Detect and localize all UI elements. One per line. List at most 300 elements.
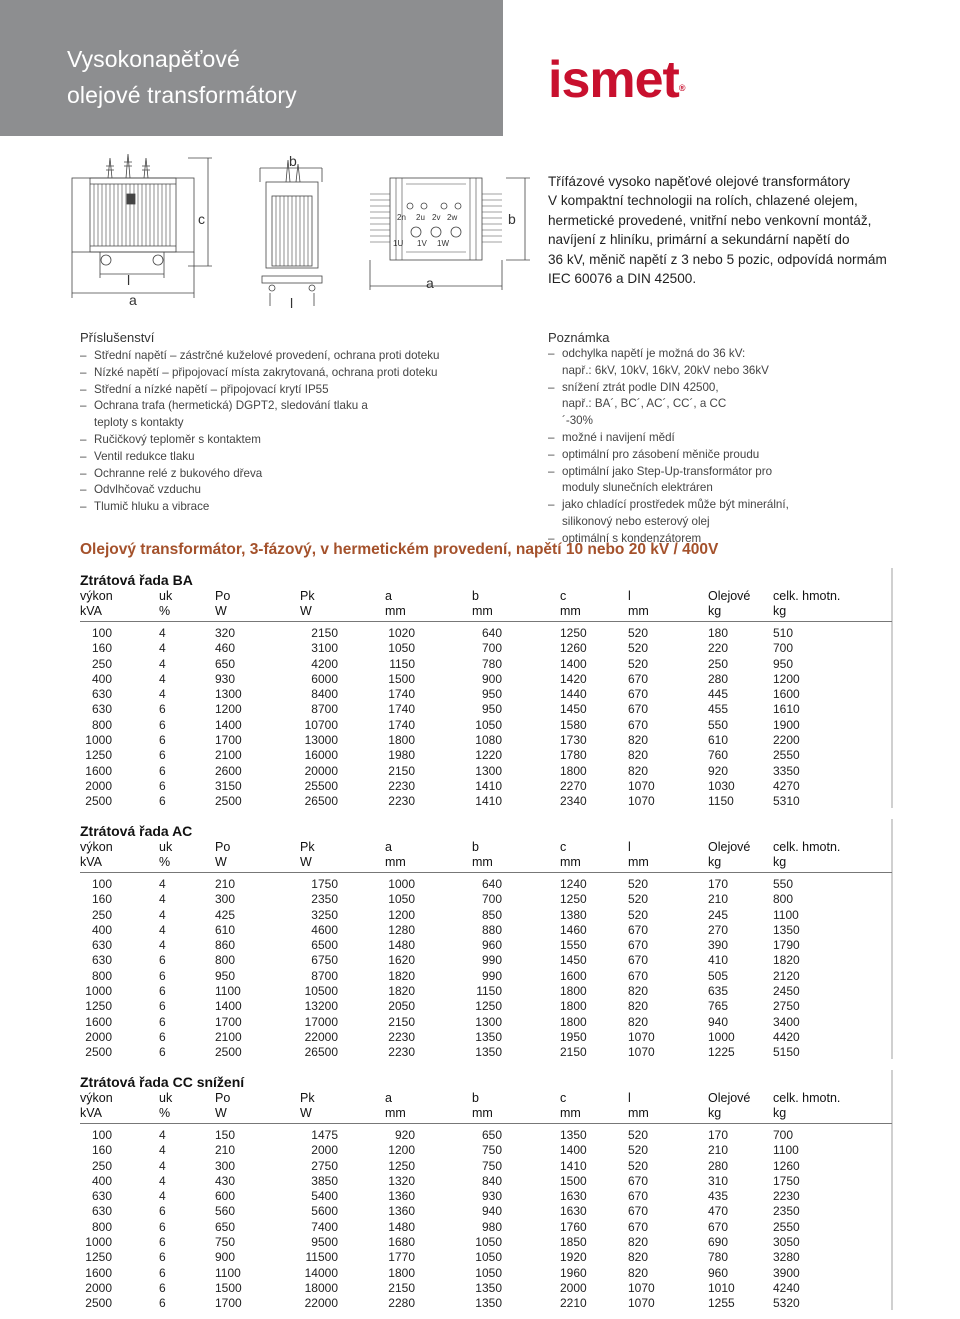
table-cell: 1780	[560, 748, 587, 763]
column-header: kg	[708, 1106, 773, 1124]
table-cell: 1250	[475, 999, 502, 1014]
table-cell: 990	[481, 953, 502, 968]
table-cell: 670	[628, 953, 649, 968]
list-item: – Ventil redukce tlaku	[80, 449, 440, 466]
front-view-drawing	[72, 154, 212, 298]
table-cell: 100	[91, 626, 112, 640]
table-cell: 1070	[628, 1045, 655, 1060]
table-cell: 750	[481, 1143, 502, 1158]
table-cell: 960	[708, 1265, 729, 1280]
table-cell: 1150	[389, 656, 415, 671]
table-cell: 690	[708, 1235, 729, 1250]
table-cell: 14000	[304, 1265, 338, 1280]
intro-line: V kompaktní technologii na rolích, chlazené olejem,	[548, 193, 858, 209]
table-cell: 820	[628, 984, 649, 999]
table-cell: 2230	[773, 1189, 800, 1204]
table-cell: 1300	[215, 687, 242, 702]
table-cell: 270	[708, 922, 729, 937]
table-cell: 1260	[773, 1158, 800, 1173]
column-header: Pk	[300, 589, 315, 603]
table-cell: 1220	[475, 748, 502, 763]
table-cell: 1260	[560, 641, 587, 656]
logo-registered-mark: ®	[678, 83, 685, 93]
column-header: Olejové	[708, 840, 751, 854]
table-cell: 1300	[475, 1014, 502, 1029]
table-row	[80, 1250, 892, 1265]
table-cell: 100	[91, 1128, 112, 1142]
column-header: mm	[628, 855, 708, 873]
column-header: mm	[560, 855, 628, 873]
table-cell: 4	[159, 1173, 166, 1188]
table-cell: 1150	[708, 794, 734, 809]
table-row	[80, 908, 892, 923]
table-cell: 520	[628, 1128, 649, 1142]
column-header: l	[628, 840, 631, 854]
table-cell: 1070	[628, 1280, 655, 1295]
table-cell: 3280	[773, 1250, 800, 1265]
table-cell: 820	[628, 999, 649, 1014]
table-cell: 1250	[560, 626, 587, 640]
table-cell: 160	[91, 892, 112, 907]
table-cell: 2280	[388, 1296, 415, 1311]
column-header: l	[628, 1091, 631, 1105]
table-row	[80, 1266, 892, 1281]
table-cell: 1150	[476, 984, 502, 999]
table-cell: 1820	[388, 968, 415, 983]
table-row	[80, 1174, 892, 1189]
table-cell: 1350	[475, 1045, 502, 1060]
table-cell: 400	[91, 1173, 112, 1188]
table-cell: 880	[481, 922, 502, 937]
dim-a-top: a	[426, 275, 434, 291]
table-cell: 445	[708, 687, 729, 702]
data-table	[80, 589, 892, 810]
table-cell: 6	[159, 1250, 166, 1265]
table-cell: 920	[394, 1128, 415, 1142]
dim-c: c	[198, 211, 205, 227]
column-header: Pk	[300, 1091, 315, 1105]
table-cell: 1250	[560, 892, 587, 907]
column-header: %	[159, 1106, 215, 1124]
dim-b-side: b	[289, 153, 297, 169]
table-cell: 2340	[560, 794, 587, 809]
table-cell: 1050	[475, 717, 502, 732]
table-cell: 1920	[560, 1250, 587, 1265]
table-cell: 2000	[85, 1029, 112, 1044]
table-cell: 210	[215, 1143, 236, 1158]
table-cell: 630	[91, 953, 112, 968]
table-row	[80, 1124, 892, 1144]
table-row	[80, 1204, 892, 1219]
loss-series-table	[80, 1074, 892, 1312]
table-cell: 760	[708, 748, 729, 763]
terminal-1w: 1W	[437, 239, 449, 248]
table-cell: 6	[159, 778, 166, 793]
table-cell: 700	[481, 641, 502, 656]
table-cell: 550	[708, 717, 729, 732]
table-cell: 670	[628, 968, 649, 983]
table-cell: 2450	[773, 984, 800, 999]
intro-line: IEC 60076 a DIN 42500.	[548, 271, 697, 287]
table-cell: 2100	[215, 1029, 242, 1044]
table-cell: 610	[708, 733, 729, 748]
table-cell: 460	[215, 641, 236, 656]
table-cell: 4	[159, 626, 166, 640]
table-cell: 900	[215, 1250, 236, 1265]
table-row	[80, 892, 892, 907]
table-cell: 3850	[311, 1173, 338, 1188]
terminal-1u: 1U	[393, 239, 404, 248]
table-cell: 1440	[560, 687, 587, 702]
table-cell: 960	[481, 938, 502, 953]
table-cell: 1360	[388, 1189, 415, 1204]
table-cell: 670	[628, 1204, 649, 1219]
table-cell: 245	[708, 907, 729, 922]
table-cell: 1050	[475, 1250, 502, 1265]
table-row	[80, 748, 892, 763]
table-cell: 3100	[311, 641, 338, 656]
table-cell: 4	[159, 907, 166, 922]
table-cell: 26500	[304, 1045, 338, 1060]
loss-series-title: Ztrátová řada CC snížení	[80, 1074, 245, 1090]
table-cell: 1000	[388, 877, 415, 891]
table-cell: 1070	[628, 1029, 655, 1044]
table-cell: 100	[91, 877, 112, 891]
table-cell: 1700	[215, 1014, 242, 1029]
loss-series-table	[80, 823, 892, 1061]
column-header: kVA	[80, 1106, 159, 1124]
table-cell: 1100	[773, 907, 799, 922]
table-row	[80, 733, 892, 748]
table-cell: 2000	[85, 778, 112, 793]
table-cell: 1820	[388, 984, 415, 999]
table-cell: 800	[91, 717, 112, 732]
table-cell: 170	[708, 1128, 729, 1142]
table-cell: 8700	[311, 968, 338, 983]
column-header: Pk	[300, 840, 315, 854]
table-cell: 6500	[311, 938, 338, 953]
table-cell: 3150	[215, 778, 242, 793]
table-cell: 6	[159, 733, 166, 748]
table-cell: 10500	[304, 984, 338, 999]
table-row	[80, 969, 892, 984]
table-cell: 800	[773, 892, 794, 907]
table-cell: 6	[159, 717, 166, 732]
column-header: mm	[560, 1106, 628, 1124]
notes-list	[548, 346, 798, 548]
table-cell: 1480	[388, 1219, 415, 1234]
table-cell: 800	[215, 953, 236, 968]
data-table	[80, 840, 892, 1061]
table-row	[80, 953, 892, 968]
table-cell: 1100	[215, 1265, 241, 1280]
table-cell: 1100	[773, 1143, 799, 1158]
table-cell: 1600	[773, 687, 800, 702]
table-cell: 16000	[304, 748, 338, 763]
table-cell: 1250	[388, 1158, 415, 1173]
terminal-2u: 2u	[416, 213, 425, 222]
table-cell: 630	[91, 938, 112, 953]
table-cell: 765	[708, 999, 729, 1014]
table-cell: 390	[708, 938, 729, 953]
list-item: – jako chladící prostředek může být minerální, silikonový nebo esterový olej	[548, 497, 798, 531]
table-cell: 520	[628, 892, 649, 907]
table-cell: 750	[215, 1235, 236, 1250]
table-cell: 1500	[215, 1280, 242, 1295]
column-header: výkon	[80, 1091, 113, 1105]
table-cell: 18000	[304, 1280, 338, 1295]
column-header: uk	[159, 589, 173, 603]
table-cell: 6	[159, 748, 166, 763]
table-section-title: Olejový transformátor, 3-fázový, v hermetickém provedení, napětí 10 nebo 20 kV / 400V	[80, 541, 719, 558]
table-cell: 670	[628, 702, 649, 717]
table-cell: 280	[708, 1158, 729, 1173]
table-cell: 1010	[708, 1280, 735, 1295]
table-cell: 4	[159, 1158, 166, 1173]
table-cell: 2500	[85, 1296, 112, 1311]
table-cell: 670	[628, 717, 649, 732]
list-item: – optimální pro zásobení měniče proudu	[548, 447, 798, 464]
column-header: Olejové	[708, 1091, 751, 1105]
column-header: c	[560, 840, 567, 854]
table-cell: 10700	[304, 717, 338, 732]
table-cell: 1700	[215, 733, 242, 748]
table-row	[80, 718, 892, 733]
table-cell: 1250	[85, 748, 112, 763]
table-cell: 300	[215, 1158, 236, 1173]
table-cell: 1600	[85, 1265, 112, 1280]
table-row	[80, 1015, 892, 1030]
table-cell: 5310	[773, 794, 800, 809]
table-cell: 160	[91, 1143, 112, 1158]
table-cell: 1620	[388, 953, 415, 968]
top-view-drawing	[370, 178, 530, 290]
table-cell: 1070	[628, 1296, 655, 1311]
table-cell: 560	[215, 1204, 236, 1219]
side-view-drawing	[260, 160, 322, 306]
column-header: %	[159, 604, 215, 622]
column-header: a	[385, 589, 392, 603]
table-cell: 1050	[388, 641, 415, 656]
table-cell: 640	[481, 877, 502, 891]
table-cell: 700	[773, 1128, 794, 1142]
table-cell: 1475	[311, 1128, 338, 1142]
table-cell: 820	[628, 748, 649, 763]
table-cell: 1790	[773, 938, 800, 953]
table-cell: 1450	[560, 702, 587, 717]
table-cell: 1850	[560, 1235, 587, 1250]
logo-text: ismet	[548, 51, 679, 109]
table-cell: 1050	[388, 892, 415, 907]
table-cell: 13000	[304, 733, 338, 748]
column-header: Po	[215, 1091, 231, 1105]
table-cell: 780	[708, 1250, 729, 1265]
table-cell: 2200	[773, 733, 800, 748]
table-cell: 1240	[560, 877, 587, 891]
table-cell: 4	[159, 671, 166, 686]
table-cell: 2350	[311, 892, 338, 907]
table-cell: 6	[159, 968, 166, 983]
table-cell: 250	[91, 1158, 112, 1173]
table-cell: 1350	[560, 1128, 587, 1142]
table-cell: 425	[215, 907, 236, 922]
title-line-1: Vysokonapěťové	[67, 46, 240, 72]
table-cell: 4	[159, 922, 166, 937]
column-header: kg	[773, 604, 892, 622]
table-cell: 1600	[85, 763, 112, 778]
table-cell: 1400	[215, 717, 242, 732]
table-cell: 950	[215, 968, 236, 983]
dim-b-top: b	[508, 211, 516, 227]
column-header: b	[472, 589, 479, 603]
table-cell: 1070	[628, 778, 655, 793]
table-cell: 2230	[388, 778, 415, 793]
table-cell: 1300	[475, 763, 502, 778]
table-cell: 1080	[475, 733, 502, 748]
table-cell: 3400	[773, 1014, 800, 1029]
table-cell: 1380	[560, 907, 587, 922]
table-cell: 1000	[85, 1235, 112, 1250]
table-row	[80, 657, 892, 672]
table-cell: 1550	[560, 938, 587, 953]
column-header: kVA	[80, 604, 159, 622]
table-cell: 950	[481, 702, 502, 717]
table-cell: 6	[159, 1045, 166, 1060]
intro-text	[548, 172, 928, 288]
table-cell: 1350	[475, 1296, 502, 1311]
table-cell: 930	[215, 671, 236, 686]
column-header: celk. hmotn.	[773, 1091, 841, 1105]
table-cell: 1320	[388, 1173, 415, 1188]
table-cell: 850	[481, 907, 502, 922]
table-cell: 320	[215, 626, 236, 640]
column-header: W	[215, 604, 300, 622]
table-cell: 520	[628, 1158, 649, 1173]
table-cell: 950	[773, 656, 794, 671]
table-cell: 940	[481, 1204, 502, 1219]
column-header: celk. hmotn.	[773, 589, 841, 603]
table-cell: 800	[91, 1219, 112, 1234]
table-row	[80, 999, 892, 1014]
column-header: mm	[385, 1106, 472, 1124]
table-cell: 1800	[560, 763, 587, 778]
table-cell: 2100	[215, 748, 242, 763]
table-cell: 990	[481, 968, 502, 983]
table-cell: 520	[628, 877, 649, 891]
table-cell: 520	[628, 641, 649, 656]
table-cell: 670	[708, 1219, 729, 1234]
table-cell: 2000	[311, 1143, 338, 1158]
table-cell: 300	[215, 892, 236, 907]
table-cell: 4	[159, 938, 166, 953]
table-row	[80, 1159, 892, 1174]
table-cell: 400	[91, 671, 112, 686]
terminal-2w: 2w	[447, 213, 458, 222]
table-cell: 430	[215, 1173, 236, 1188]
table-cell: 3050	[773, 1235, 800, 1250]
table-cell: 1610	[773, 702, 800, 717]
intro-line: Třífázové vysoko napěťové olejové transformátory	[548, 174, 851, 189]
table-row	[80, 938, 892, 953]
table-cell: 920	[708, 763, 729, 778]
table-cell: 1770	[388, 1250, 415, 1265]
table-cell: 1750	[311, 877, 338, 891]
table-cell: 435	[708, 1189, 729, 1204]
column-header: kg	[773, 855, 892, 873]
column-header: b	[472, 1091, 479, 1105]
table-cell: 900	[481, 671, 502, 686]
table-cell: 4270	[773, 778, 800, 793]
table-cell: 11500	[305, 1250, 338, 1265]
table-cell: 670	[628, 1219, 649, 1234]
table-cell: 6	[159, 953, 166, 968]
table-cell: 250	[91, 907, 112, 922]
table-cell: 820	[628, 1235, 649, 1250]
column-header: W	[215, 855, 300, 873]
table-cell: 1250	[85, 1250, 112, 1265]
column-header: kg	[708, 855, 773, 873]
column-header: výkon	[80, 589, 113, 603]
table-cell: 1000	[85, 733, 112, 748]
table-cell: 1350	[773, 922, 800, 937]
table-cell: 670	[628, 1173, 649, 1188]
table-cell: 20000	[304, 763, 338, 778]
loss-series-table	[80, 572, 892, 810]
table-cell: 8700	[311, 702, 338, 717]
table-cell: 1410	[475, 794, 502, 809]
table-cell: 820	[628, 1250, 649, 1265]
table-cell: 2150	[388, 763, 415, 778]
table-cell: 2270	[560, 778, 587, 793]
table-cell: 4200	[311, 656, 338, 671]
column-header: uk	[159, 840, 173, 854]
column-header: c	[560, 589, 567, 603]
table-cell: 22000	[304, 1296, 338, 1311]
table-cell: 1740	[388, 702, 415, 717]
table-row	[80, 779, 892, 794]
column-header: b	[472, 840, 479, 854]
table-row	[80, 1189, 892, 1204]
table-cell: 2500	[215, 1045, 242, 1060]
table-cell: 600	[215, 1189, 236, 1204]
table-cell: 940	[708, 1014, 729, 1029]
table-cell: 1960	[560, 1265, 587, 1280]
table-cell: 2230	[388, 1045, 415, 1060]
data-table	[80, 1091, 892, 1312]
table-row	[80, 687, 892, 702]
column-header: mm	[628, 604, 708, 622]
table-cell: 670	[628, 687, 649, 702]
table-cell: 1800	[560, 984, 587, 999]
table-cell: 860	[215, 938, 236, 953]
list-item: – Střední napětí – zástrčné kuželové provedení, ochrana proti doteku	[80, 348, 440, 365]
column-header: mm	[472, 855, 560, 873]
terminal-2v: 2v	[432, 213, 441, 222]
table-cell: 520	[628, 1143, 649, 1158]
table-cell: 7400	[311, 1219, 338, 1234]
header-row	[80, 1106, 892, 1124]
table-cell: 2500	[85, 1045, 112, 1060]
table-cell: 6750	[311, 953, 338, 968]
table-cell: 3900	[773, 1265, 800, 1280]
table-cell: 6	[159, 763, 166, 778]
table-cell: 505	[708, 968, 729, 983]
table-cell: 6	[159, 999, 166, 1014]
table-cell: 1070	[628, 794, 655, 809]
table-cell: 1730	[560, 733, 587, 748]
table-cell: 6	[159, 1235, 166, 1250]
table-cell: 820	[628, 733, 649, 748]
